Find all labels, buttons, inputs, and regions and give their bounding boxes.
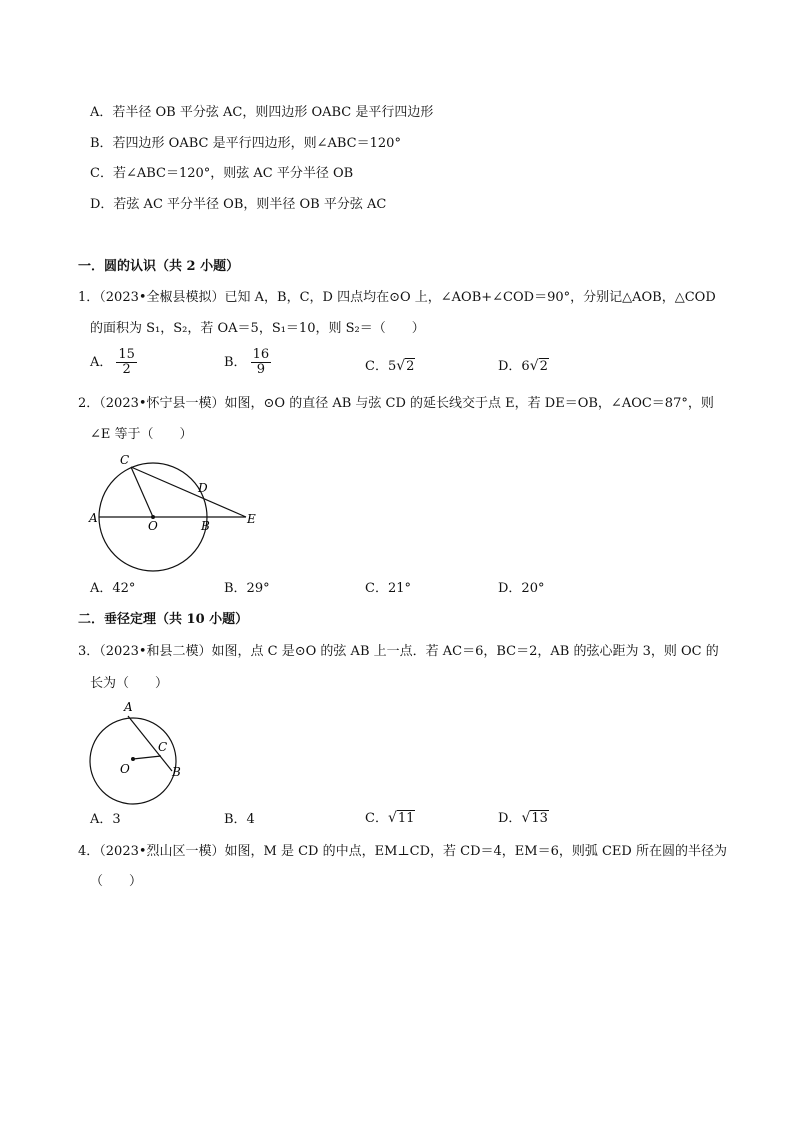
sqrt-icon: √ — [387, 810, 397, 826]
q2-option-d: D．20° — [498, 581, 545, 596]
label-b: B — [172, 765, 181, 779]
q2-option-c: C．21° — [365, 581, 411, 596]
section-title: 二．垂径定理（共 10 小题） — [78, 612, 249, 627]
label-o: O — [120, 762, 130, 776]
sqrt-radical — [388, 809, 415, 828]
question-2-line-2: ∠E 等于（ ） — [90, 427, 193, 442]
question-4-line-2: （ ） — [90, 874, 143, 889]
label-e: E — [247, 512, 256, 526]
option-b: B．若四边形 OABC 是平行四边形，则∠ABC＝120° — [90, 136, 401, 151]
q1-option-b — [224, 348, 271, 377]
q1-option-a-label: A． — [90, 355, 113, 370]
question-4-line-1: 4．（2023•烈山区一模）如图，M 是 CD 的中点，EM⊥CD，若 CD＝4，EM＝6，则弧 CED 所在圆的半径为 — [78, 844, 727, 859]
label-a: A — [124, 700, 133, 714]
sqrt-icon: √ — [396, 358, 406, 374]
q3-option-d-label: D． — [498, 811, 522, 826]
sqrt-radical — [530, 357, 549, 376]
question-1-line-2: 的面积为 S₁，S₂，若 OA＝5，S₁＝10，则 S₂＝（ ） — [90, 321, 425, 336]
section-title: 一．圆的认识（共 2 小题） — [78, 259, 240, 274]
numerator: 15 — [118, 347, 135, 362]
radicand: 13 — [531, 811, 548, 826]
sqrt-radical — [396, 357, 415, 376]
q1-option-c — [365, 357, 415, 376]
q1-option-c-label: C．5 — [365, 359, 397, 374]
question-3-line-2: 长为（ ） — [90, 676, 169, 691]
q1-option-b-label: B． — [224, 355, 247, 370]
fraction — [251, 348, 272, 377]
q3-figure — [80, 697, 210, 807]
label-c: C — [120, 453, 130, 467]
option-a: A．若半径 OB 平分弦 AC，则四边形 OABC 是平行四边形 — [90, 105, 434, 120]
label-b: B — [201, 519, 210, 533]
question-2-line-1: 2．（2023•怀宁县一模）如图，⊙O 的直径 AB 与弦 CD 的延长线交于点 E，若 DE＝OB，∠AOC＝87°，则 — [78, 396, 714, 411]
q1-option-d — [498, 357, 549, 376]
numerator: 16 — [252, 347, 270, 362]
denominator: 2 — [122, 362, 131, 377]
q1-option-d-label: D．6 — [498, 359, 530, 374]
q2-option-a: A．42° — [90, 581, 136, 596]
line-ce — [131, 467, 246, 517]
q2-option-b: B．29° — [224, 581, 270, 596]
denominator: 9 — [256, 362, 265, 377]
label-c: C — [158, 740, 168, 754]
sqrt-icon: √ — [521, 810, 531, 826]
sqrt-radical — [521, 809, 548, 828]
q2-figure — [80, 450, 280, 575]
fraction — [116, 348, 137, 377]
label-a: A — [89, 511, 98, 525]
q3-option-c — [365, 809, 415, 828]
radicand: 11 — [397, 811, 415, 826]
question-1-line-1: 1．（2023•全椒县模拟）已知 A，B，C，D 四点均在⊙O 上，∠AOB+∠COD＝90°，分别记△AOB，△COD — [78, 290, 716, 305]
radicand: 2 — [406, 359, 415, 374]
label-d: D — [198, 481, 208, 495]
label-o: O — [148, 519, 158, 533]
center-point — [131, 757, 135, 761]
sqrt-icon: √ — [529, 358, 539, 374]
radicand: 2 — [539, 359, 548, 374]
q1-option-a — [90, 348, 137, 377]
segment-oc — [133, 756, 161, 759]
q3-option-b: B．4 — [224, 812, 255, 827]
q3-option-d — [498, 809, 549, 828]
option-c: C．若∠ABC＝120°，则弦 AC 平分半径 OB — [90, 166, 354, 181]
q3-option-a: A．3 — [90, 812, 121, 827]
question-3-line-1: 3．（2023•和县二模）如图，点 C 是⊙O 的弦 AB 上一点．若 AC＝6，BC＝2，AB 的弦心距为 3，则 OC 的 — [78, 644, 719, 659]
option-d: D．若弦 AC 平分半径 OB，则半径 OB 平分弦 AC — [90, 197, 387, 212]
q3-option-c-label: C． — [365, 811, 388, 826]
